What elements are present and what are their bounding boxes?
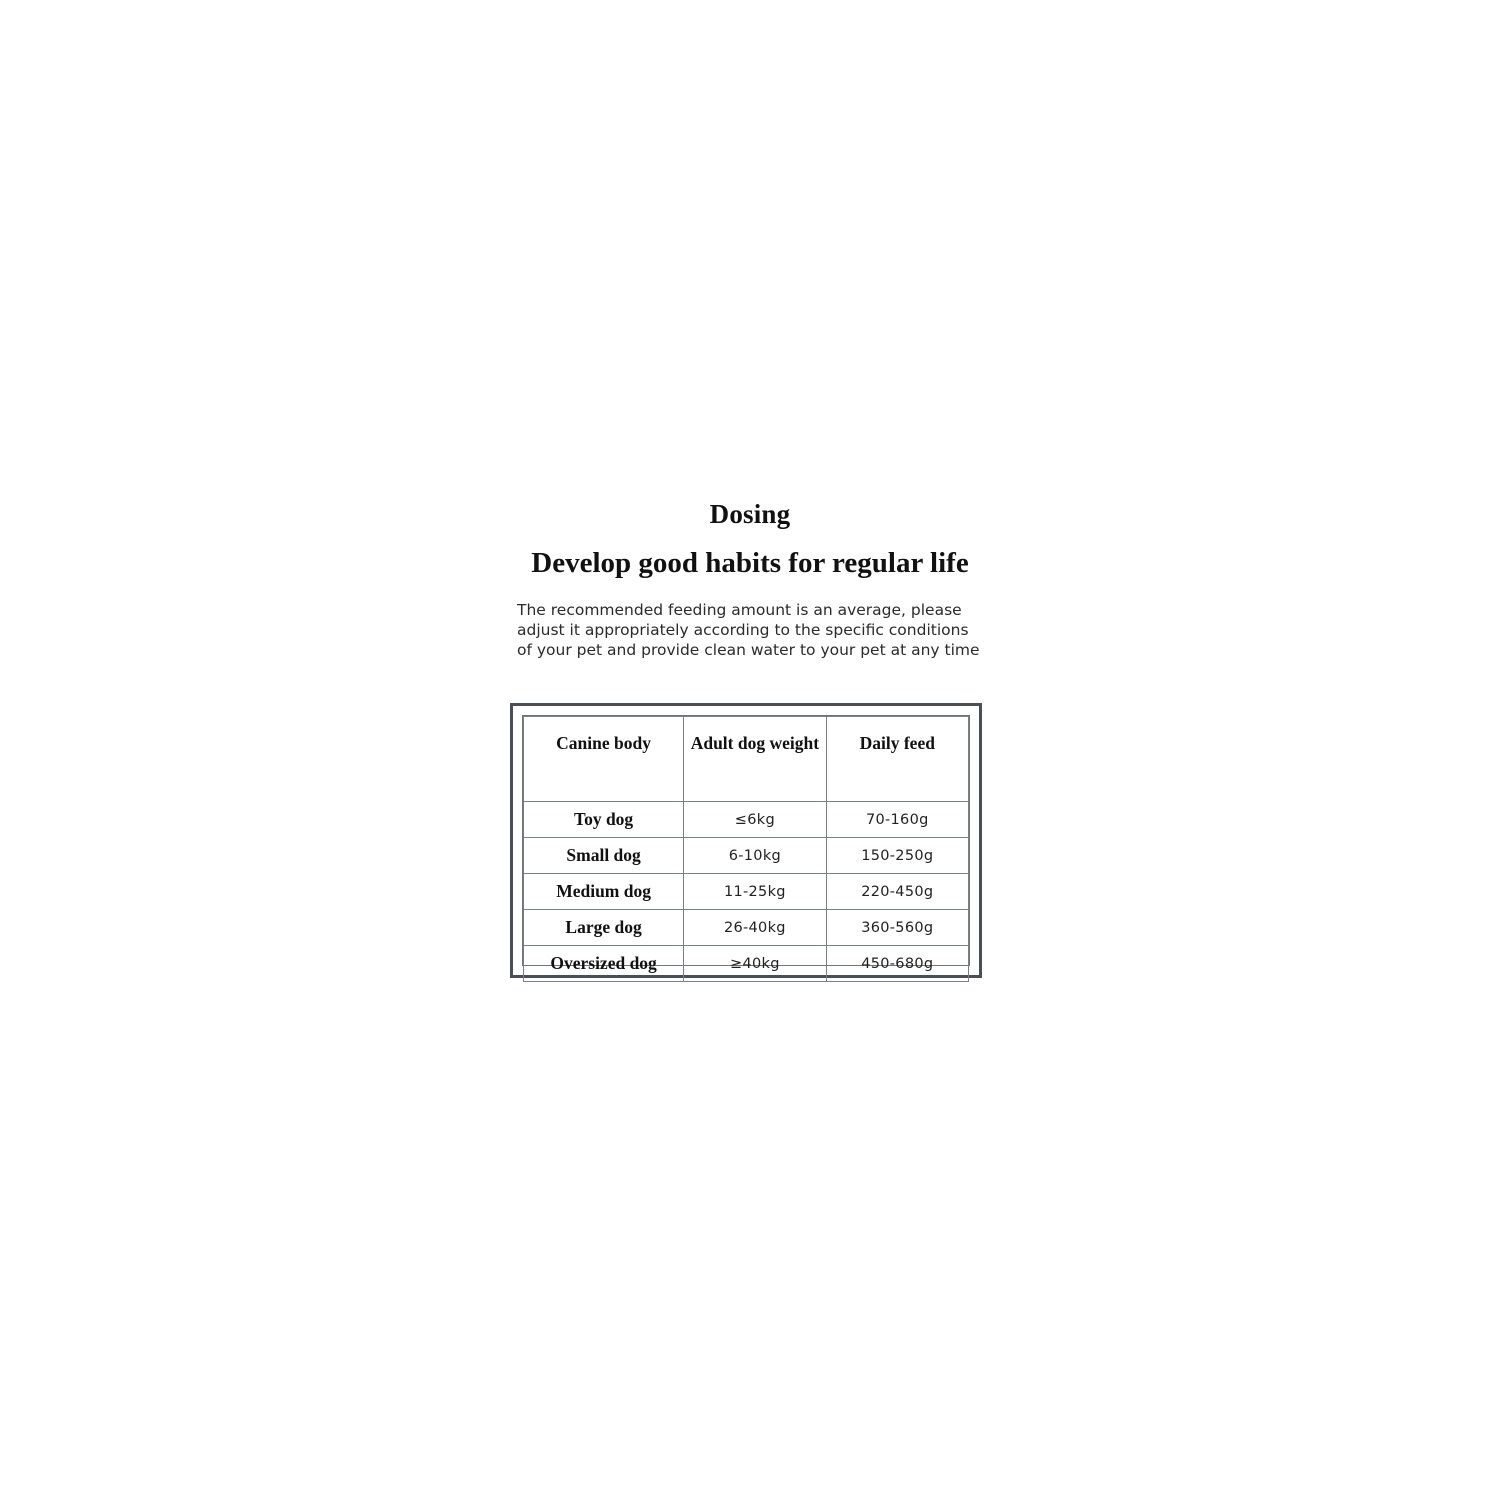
cell-category: Oversized dog — [524, 946, 684, 982]
table-body — [524, 802, 969, 982]
dosing-table — [523, 716, 969, 982]
cell-category: Large dog — [524, 910, 684, 946]
table-row — [524, 802, 969, 838]
cell-weight: ≥40kg — [684, 946, 826, 982]
column-header-canine-body: Canine body — [524, 717, 684, 802]
cell-weight: 26-40kg — [684, 910, 826, 946]
table-header-row — [524, 717, 969, 802]
cell-weight: 6-10kg — [684, 838, 826, 874]
table-row — [524, 946, 969, 982]
column-header-daily-feed: Daily feed — [826, 717, 968, 802]
cell-category: Toy dog — [524, 802, 684, 838]
intro-text: The recommended feeding amount is an average, please adjust it appropriately according to the specific conditions of your pet and provide clean water to your pet at any time — [517, 600, 980, 660]
table-header — [524, 717, 969, 802]
cell-category: Medium dog — [524, 874, 684, 910]
table-row — [524, 838, 969, 874]
cell-weight: 11-25kg — [684, 874, 826, 910]
table-row — [524, 874, 969, 910]
table-row — [524, 910, 969, 946]
text-block — [505, 500, 995, 661]
cell-feed: 70-160g — [826, 802, 968, 838]
page-subtitle: Develop good habits for regular life — [531, 546, 969, 579]
cell-weight: ≤6kg — [684, 802, 826, 838]
cell-feed: 450-680g — [826, 946, 968, 982]
cell-feed: 150-250g — [826, 838, 968, 874]
dosing-table-frame — [510, 703, 982, 978]
cell-feed: 360-560g — [826, 910, 968, 946]
column-header-adult-dog-weight: Adult dog weight — [684, 717, 826, 802]
dosing-table-frame-inner — [522, 715, 970, 973]
cell-category: Small dog — [524, 838, 684, 874]
cell-feed: 220-450g — [826, 874, 968, 910]
intro-paragraph — [505, 600, 995, 661]
page-title: Dosing — [709, 499, 791, 529]
